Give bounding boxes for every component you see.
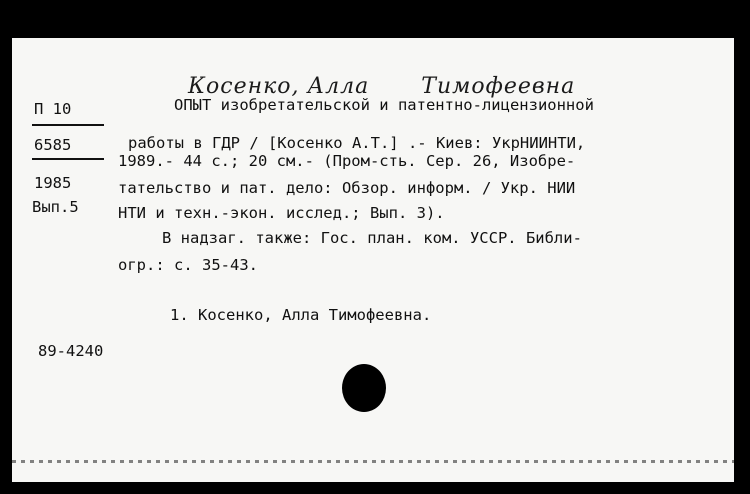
handwritten-patronymic: Тимофеевна — [421, 74, 576, 99]
punch-hole — [342, 364, 386, 412]
scan-artifact-line — [12, 460, 734, 463]
handwritten-name: Алла — [307, 74, 370, 99]
inventory-number: 89-4240 — [38, 342, 104, 360]
description-line: работы в ГДР / [Косенко А.Т.] .- Киев: УкрНИИНТИ, — [128, 134, 586, 152]
call-year: 1985 — [34, 174, 72, 192]
description-line: НТИ и техн.-экон. исслед.; Вып. 3). — [118, 204, 445, 222]
note-line: В надзаг. также: Гос. план. ком. УССР. Библи- — [162, 229, 582, 247]
description-line: ОПЫТ изобретательской и патентно-лицензионной — [174, 96, 594, 114]
handwritten-surname: Косенко, — [188, 74, 300, 99]
class-code: П 10 — [34, 100, 72, 118]
tracing-entry: 1. Косенко, Алла Тимофеевна. — [170, 306, 432, 324]
call-number-divider-2 — [32, 158, 104, 160]
catalog-card — [12, 38, 734, 482]
call-issue: Вып.5 — [32, 198, 79, 216]
description-line: 1989.- 44 с.; 20 см.- (Пром-сть. Сер. 26, Изобре- — [118, 152, 576, 170]
note-line: огр.: с. 35-43. — [118, 256, 258, 274]
description-line: тательство и пат. дело: Обзор. информ. / Укр. НИИ — [118, 179, 576, 197]
call-number-divider — [32, 124, 104, 126]
shelf-number: 6585 — [34, 136, 72, 154]
